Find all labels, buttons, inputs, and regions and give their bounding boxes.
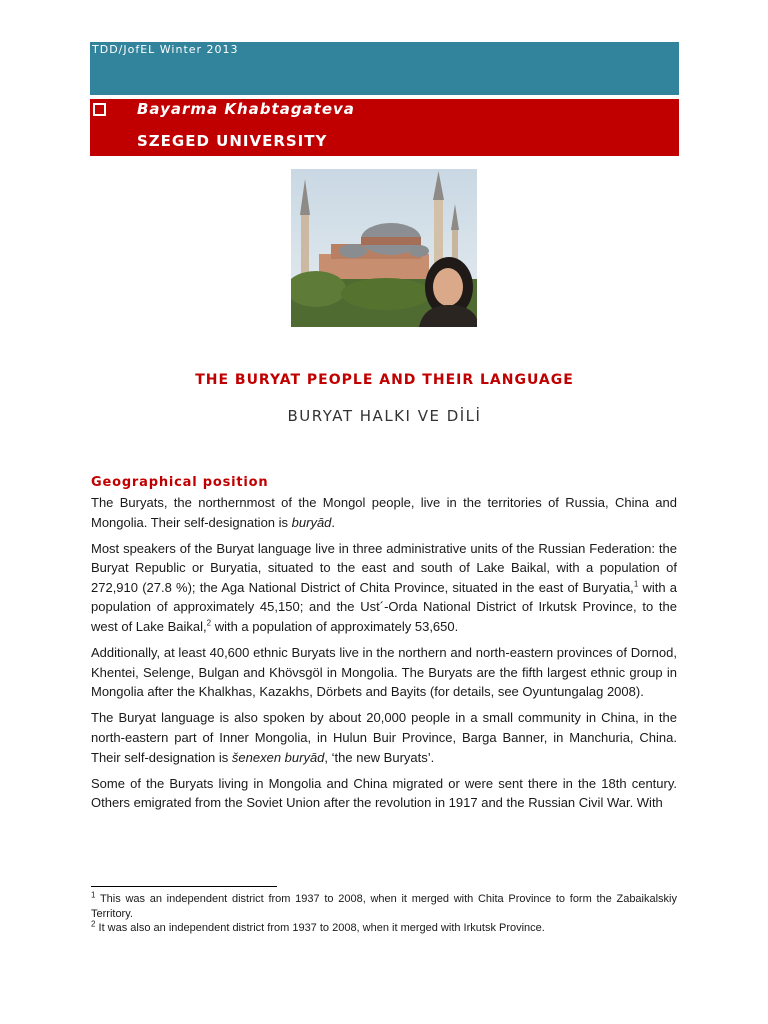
author-band (90, 99, 679, 156)
footnote: $^2$ It was also an independent district from 1937 to 2008, when it merged with Irkutsk Province. (91, 919, 545, 934)
checkbox-icon (93, 103, 106, 116)
university-name: SZEGED UNIVERSITY (137, 132, 328, 150)
paragraph: The Buryats, the northernmost of the Mongol people, live in the territories of Russia, China and Mongolia. Their self-designation is buryād. (91, 495, 677, 530)
paragraph: Most speakers of the Buryat language live in three administrative units of the Russian Federation: the Buryat Republic or Buryatia, situated to the east and south of Lake Baikal, with a population of 272,910 (27.8 %); the Aga National District of Chita Province, situated in the east of Buryatia,$^1$ with a population of approximately 45,150; and the Ust´-Orda National District of Irkutsk Province, to the west of Lake Baikal,$^2$ with a population of approximately 53,650. (91, 540, 678, 635)
paragraph: The Buryat language is also spoken by about 20,000 people in a small community in China, in the north-eastern part of Inner Mongolia, in Hulun Buir Province, Barga Banner, in Manchuria, China. Their self-designation is šenexen buryād, ‘the new Buryats’. (91, 710, 677, 765)
article-title: THE BURYAT PEOPLE AND THEIR LANGUAGE (195, 372, 574, 388)
article-body (91, 493, 677, 819)
article-subtitle: BURYAT HALKI VE DİLİ (287, 407, 482, 425)
journal-name: TDD/JofEL Winter 2013 (92, 43, 239, 56)
author-photo (291, 169, 477, 327)
footnotes (91, 892, 677, 936)
section-heading: Geographical position (91, 475, 269, 490)
footnote-divider (91, 886, 277, 887)
paragraph: Additionally, at least 40,600 ethnic Buryats live in the northern and north-eastern provinces of Dornod, Khentei, Selenge, Bulgan and Khövsgöl in Mongolia. The Buryats are the fifth largest ethnic group in Mongolia after the Khalkhas, Kazakhs, Dörbets and Bayits (for details, see Oyuntungalag 2008). (91, 645, 677, 700)
footnote: $^1$ This was an independent district from 1937 to 2008, when it merged with Chita Province to form the Zabaikalskiy Territory. (91, 890, 677, 920)
footnote-ref: 2 (206, 618, 212, 628)
journal-header-band (90, 42, 679, 95)
paragraph: Some of the Buryats living in Mongolia and China migrated or were sent there in the 18th century. Others emigrated from the Soviet Union after the revolution in 1917 and the Russian Civil War. With (91, 775, 677, 811)
author-name: Bayarma Khabtagateva (137, 100, 355, 118)
footnote-ref: 1 (633, 579, 639, 589)
